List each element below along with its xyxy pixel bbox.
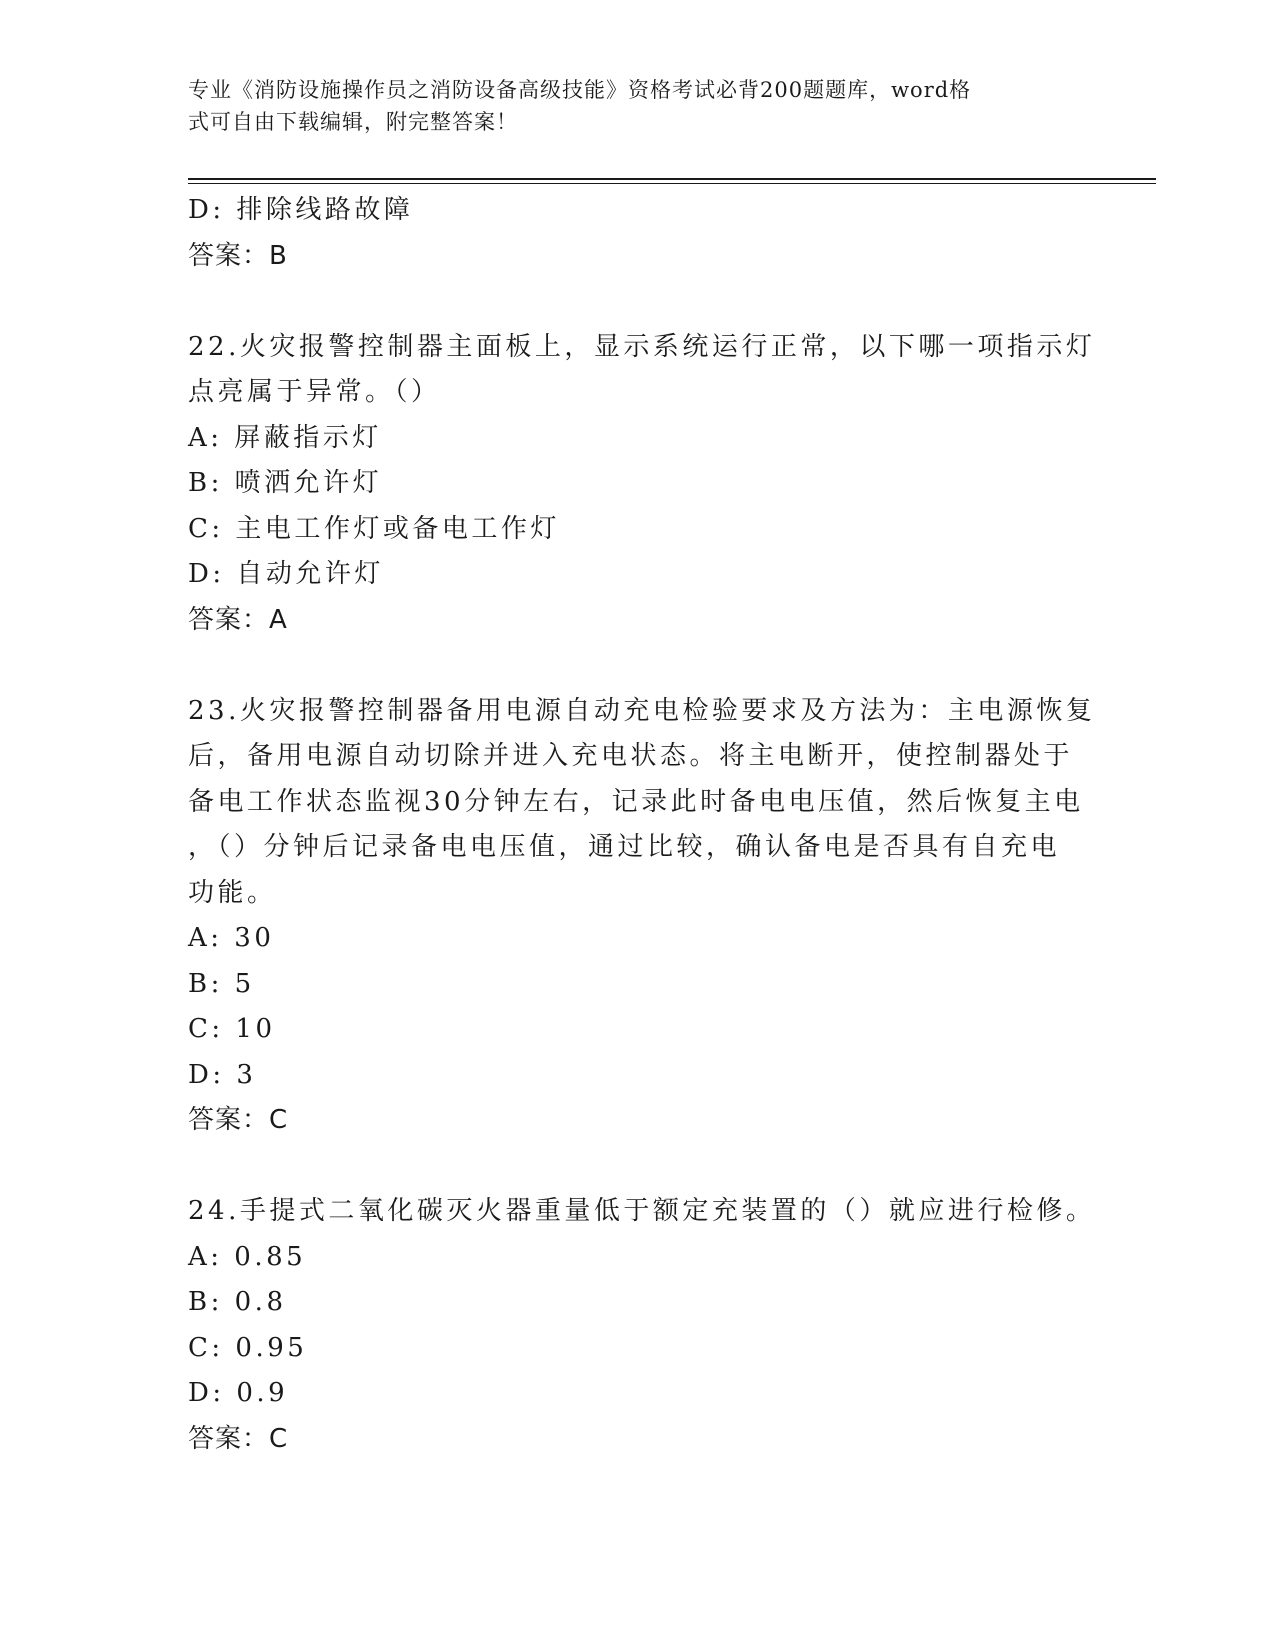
option-c: C: 0.95: [188, 1332, 308, 1363]
answer-line: 答案：A: [188, 604, 288, 635]
option-d: D: 排除线路故障: [188, 195, 414, 225]
document-header: [188, 74, 1088, 138]
answer-line: 答案：C: [188, 1423, 289, 1454]
option-b: B: 0.8: [188, 1287, 287, 1317]
header-line-2: 式可自由下载编辑，附完整答案！: [188, 110, 518, 134]
header-line-1: 专业《消防设施操作员之消防设备高级技能》资格考试必背200题题库，word格: [188, 78, 972, 102]
option-a: A: 0.85: [188, 1241, 307, 1272]
question-22: [188, 325, 1096, 644]
previous-question-tail: [188, 188, 1088, 279]
question-24: [188, 1189, 1096, 1462]
question-23: [188, 689, 1096, 1144]
header-divider-thin: [188, 183, 1156, 184]
option-d: D: 0.9: [188, 1378, 289, 1408]
option-a: A: 30: [188, 923, 275, 953]
question-text-line: 备电工作状态监视30分钟左右，记录此时备电电压值，然后恢复主电: [188, 786, 1084, 817]
option-d: D: 自动允许灯: [188, 559, 384, 589]
question-text-line: ，（）分钟后记录备电电压值，通过比较，确认备电是否具有自充电: [188, 832, 1061, 862]
option-b: B: 5: [188, 968, 255, 999]
option-a: A: 屏蔽指示灯: [188, 422, 382, 453]
question-text-line: 后，备用电源自动切除并进入充电状态。将主电断开，使控制器处于: [188, 741, 1074, 771]
option-d: D: 3: [188, 1059, 257, 1090]
question-text-line: 23.火灾报警控制器备用电源自动充电检验要求及方法为：主电源恢复: [188, 695, 1096, 726]
question-text-line: 22.火灾报警控制器主面板上，显示系统运行正常，以下哪一项指示灯: [188, 331, 1096, 362]
answer-line: 答案：B: [188, 240, 288, 271]
question-text-line: 24.手提式二氧化碳灭火器重量低于额定充装置的（）就应进行检修。: [188, 1196, 1096, 1226]
option-c: C: 10: [188, 1014, 276, 1044]
question-content: [188, 188, 1096, 1462]
question-text-line: 点亮属于异常。（）: [188, 377, 441, 407]
header-divider-thick: [188, 178, 1156, 180]
question-text-line: 功能。: [188, 877, 277, 908]
answer-line: 答案：C: [188, 1105, 289, 1135]
option-b: B: 喷洒允许灯: [188, 468, 383, 498]
option-c: C: 主电工作灯或备电工作灯: [188, 513, 560, 544]
